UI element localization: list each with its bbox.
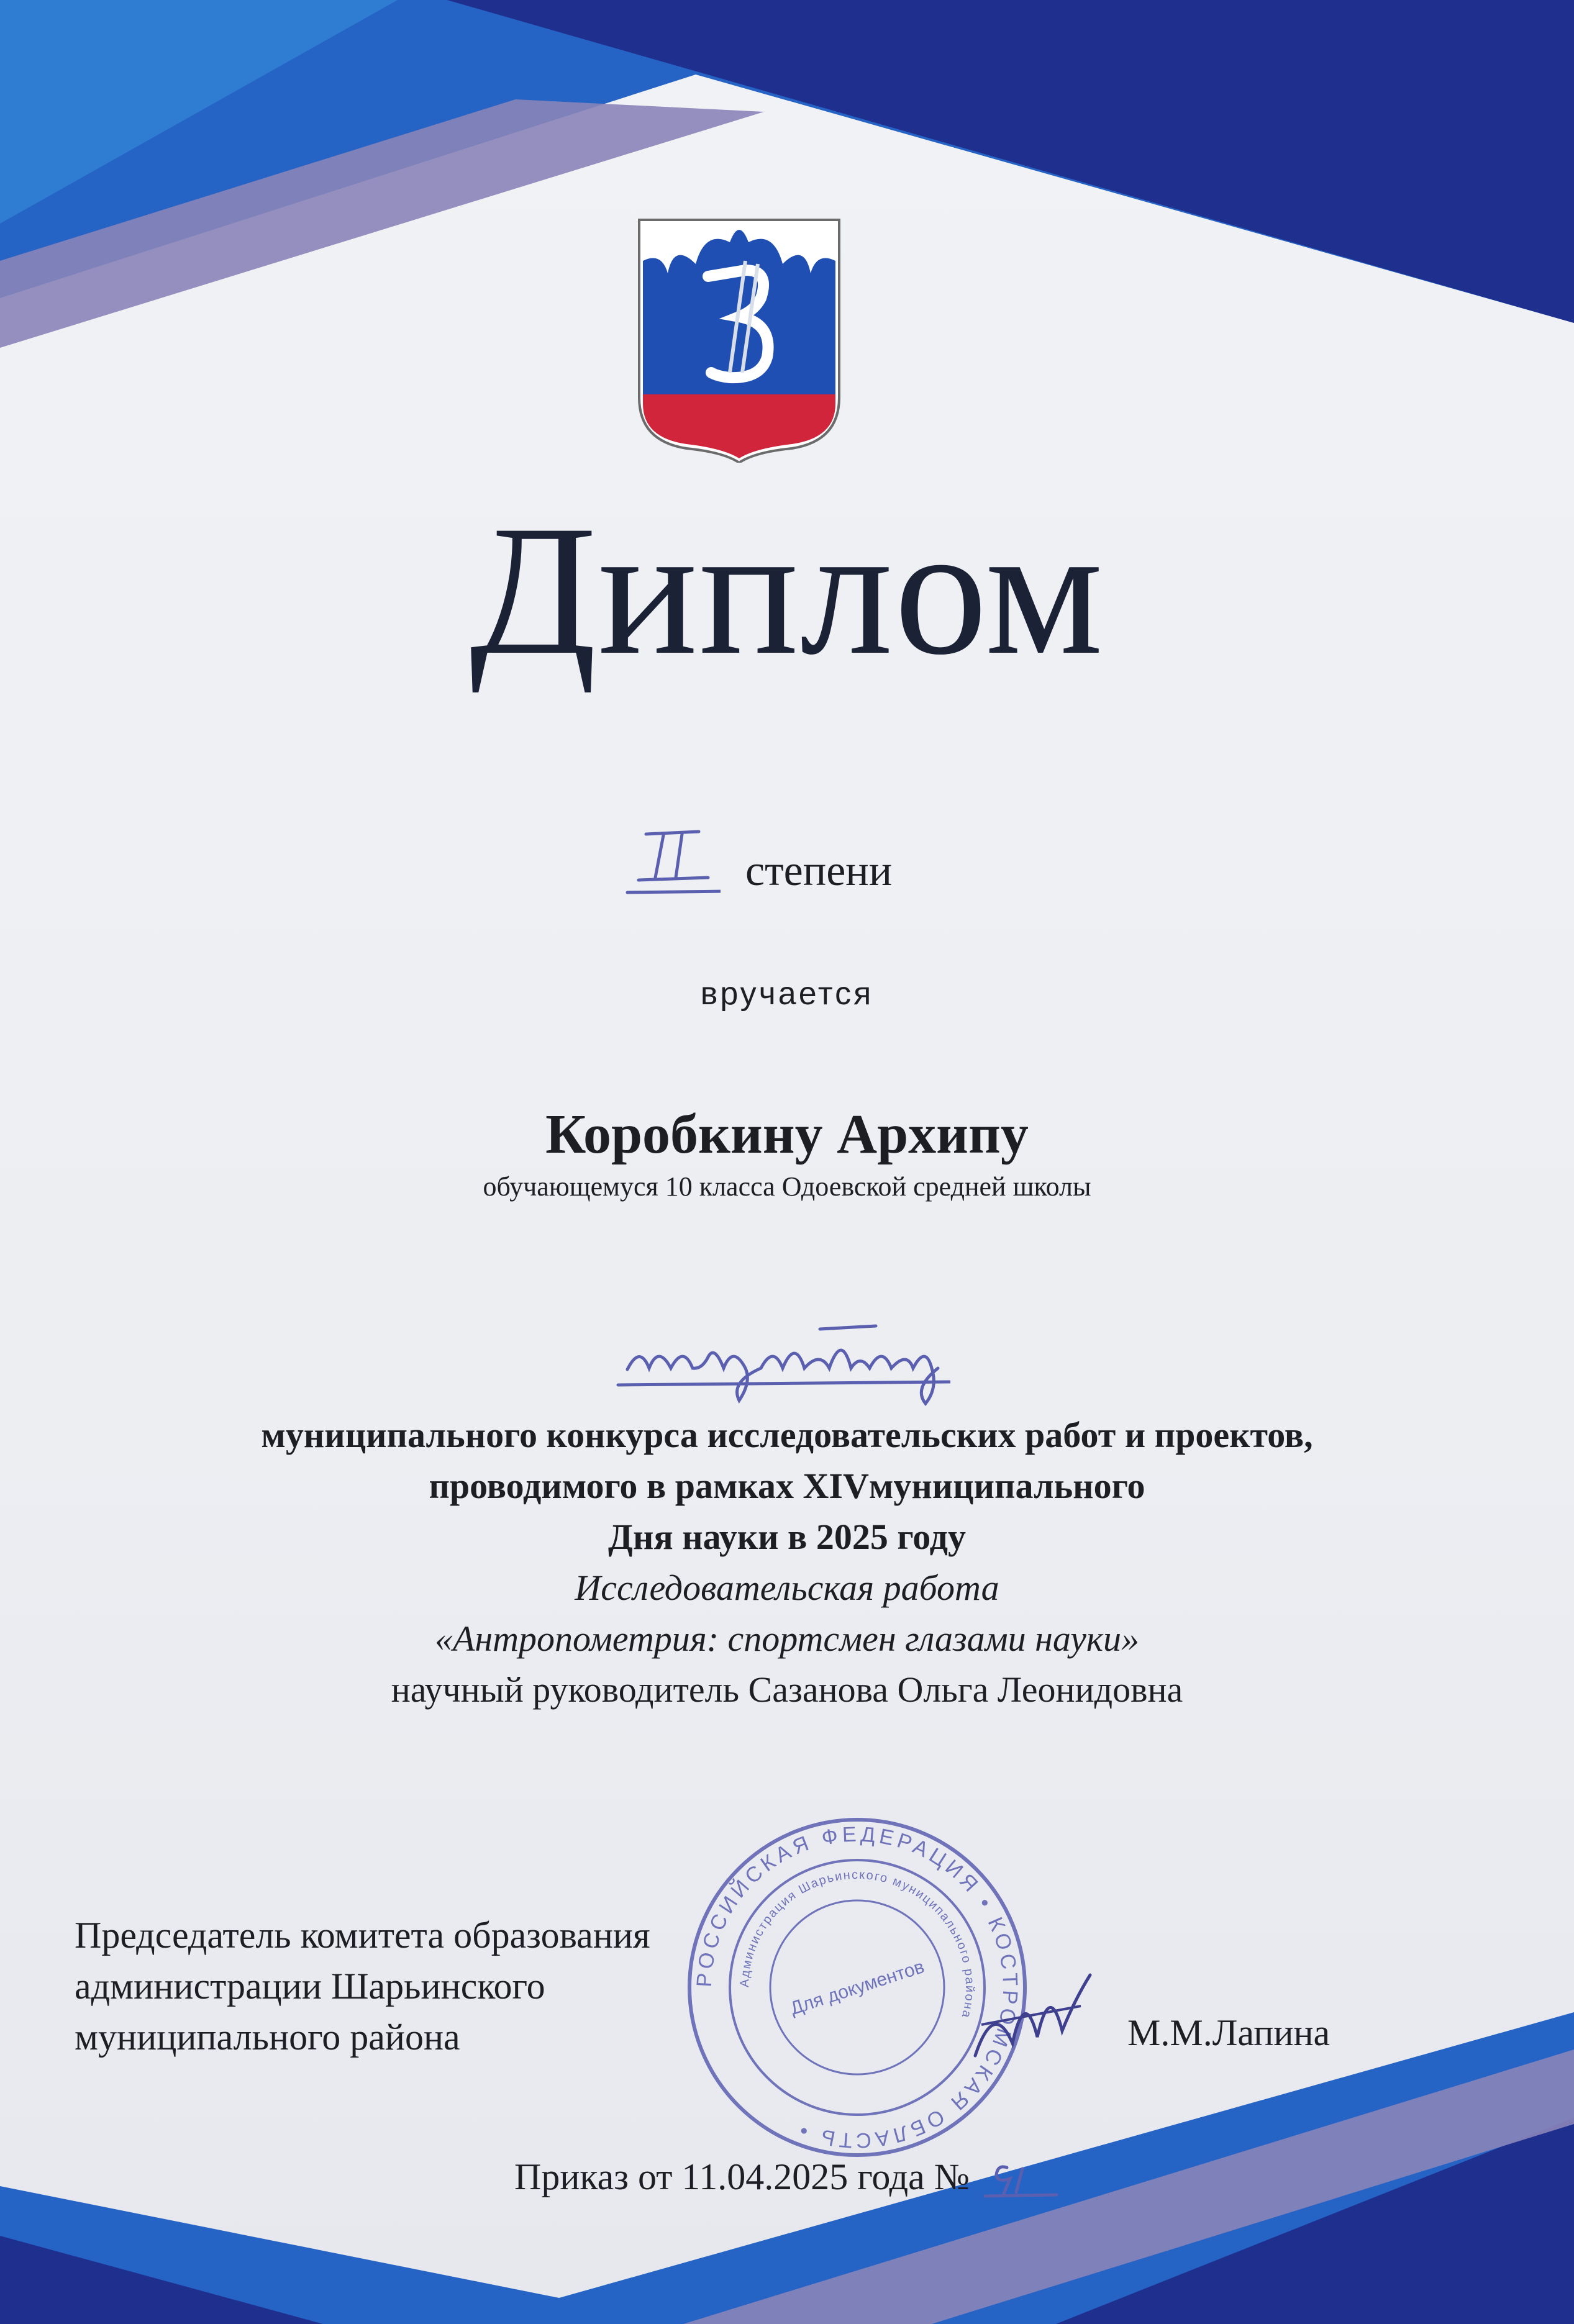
status-handwritten-value: лауреату bbox=[776, 1363, 779, 1364]
signatory-line-2: администрации Шарьинского bbox=[75, 1966, 545, 2007]
stamp-outer-text: РОССИЙСКАЯ ФЕДЕРАЦИЯ • КОСТРОМСКАЯ ОБЛАСТЬ • bbox=[692, 1822, 1022, 2153]
supervisor: научный руководитель Сазанова Ольга Леонидовна bbox=[391, 1669, 1183, 1710]
signature-icon bbox=[969, 1963, 1093, 2074]
work-type: Исследовательская работа bbox=[575, 1568, 999, 1608]
contest-line-2: проводимого в рамках XIVмуниципального bbox=[429, 1466, 1145, 1506]
contest-line-3: Дня науки в 2025 году bbox=[608, 1517, 966, 1557]
contest-description bbox=[0, 1410, 1574, 1715]
handwritten-status bbox=[615, 1295, 950, 1419]
order-text: Приказ от 11.04.2025 года № bbox=[514, 2156, 970, 2197]
recipient-info: обучающемуся 10 класса Одоевской средней школы bbox=[483, 1171, 1091, 1202]
order-number-value: 91 bbox=[1016, 2180, 1017, 2181]
contest-line-1: муниципального конкурса исследовательских работ и проектов, bbox=[261, 1415, 1313, 1455]
stamp-center-text: Для документов bbox=[788, 1956, 927, 2019]
coat-of-arms-icon bbox=[637, 217, 842, 463]
order-line bbox=[0, 2155, 1574, 2199]
awarded-label: вручается bbox=[700, 976, 874, 1012]
signatory-line-3: муниципального района bbox=[75, 2017, 460, 2058]
recipient-name: Коробкину Архипу bbox=[545, 1104, 1029, 1165]
degree-line bbox=[609, 823, 1044, 897]
handwritten-degree bbox=[621, 823, 721, 897]
work-title: «Антропометрия: спортсмен глазами науки» bbox=[434, 1618, 1140, 1659]
stamp-inner-text: Администрация Шарьинского муниципального района bbox=[737, 1868, 977, 2020]
handwritten-order-number bbox=[979, 2155, 1060, 2199]
signatory-line-1: Председатель комитета образования bbox=[75, 1915, 650, 1956]
signatory-name: М.М.Лапина bbox=[1127, 2012, 1331, 2053]
degree-word: степени bbox=[745, 847, 893, 895]
diploma-title: Диплом bbox=[470, 487, 1104, 693]
